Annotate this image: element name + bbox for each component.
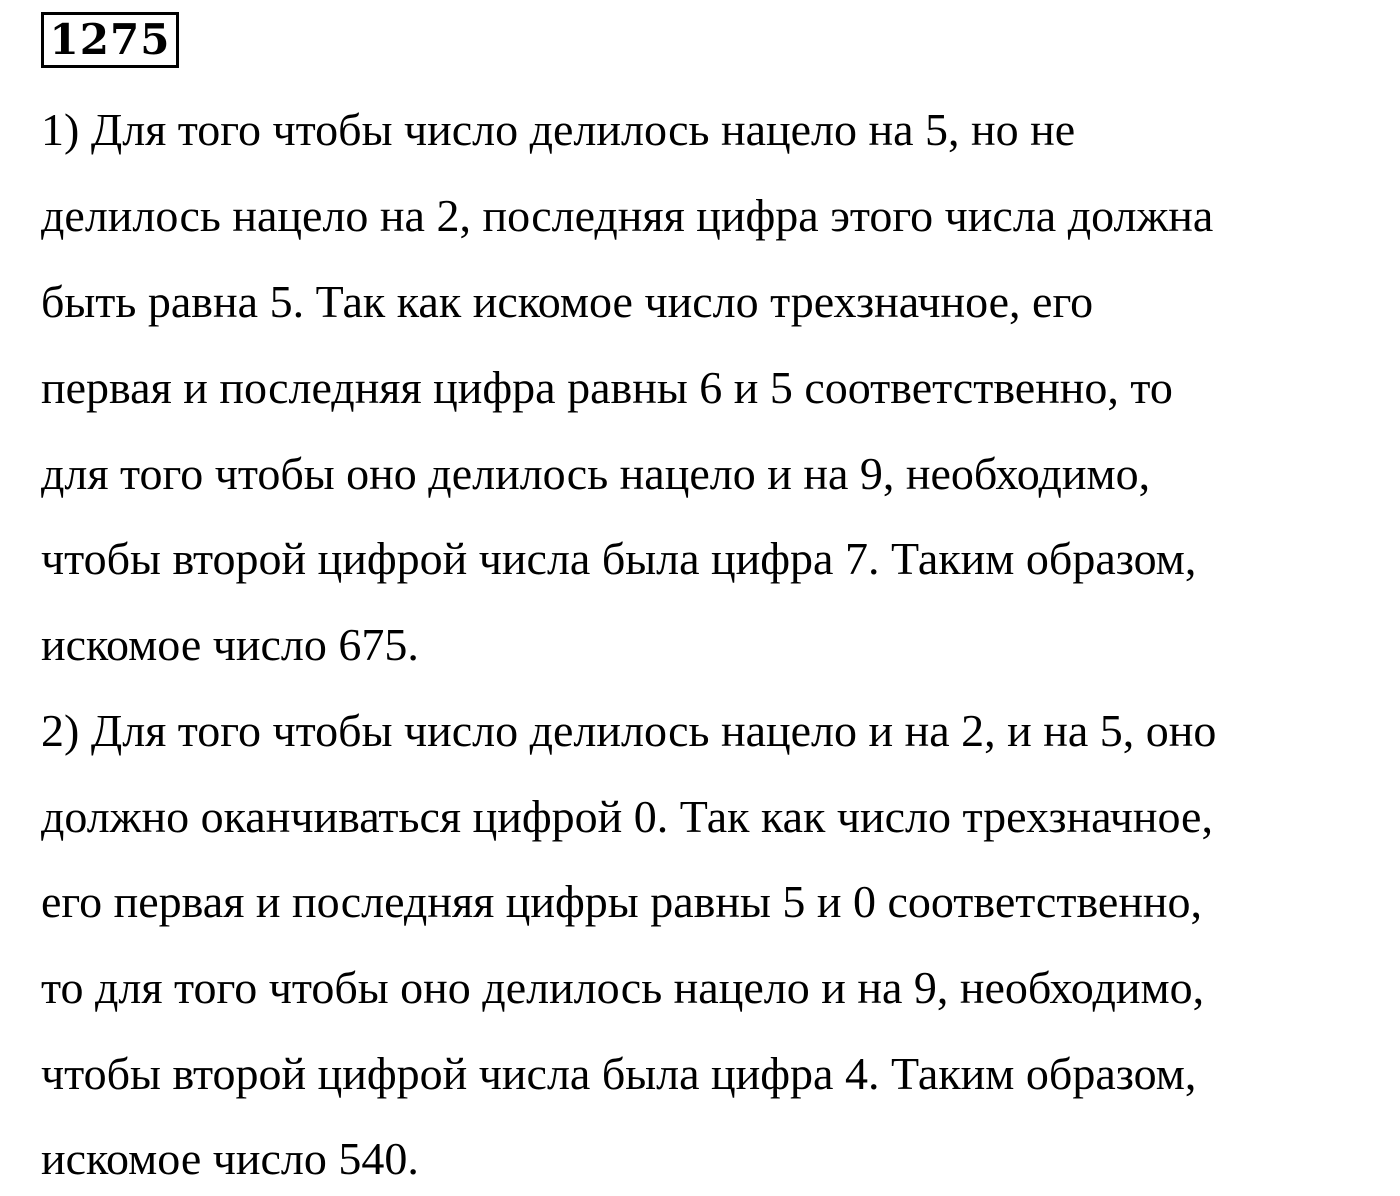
solution-part-2-line-5: чтобы второй цифрой числа была цифра 4. Таким образом, — [41, 1048, 1197, 1099]
problem-number-box: 1275 — [41, 12, 179, 68]
solution-part-1-line-6: чтобы второй цифрой числа была цифра 7. Таким образом, — [41, 533, 1197, 584]
solution-part-1-line-2: делилось нацело на 2, последняя цифра этого числа должна — [41, 190, 1214, 241]
solution-part-1-line-3: быть равна 5. Так как искомое число трехзначное, его — [41, 276, 1094, 327]
solution-part-2-line-4: то для того чтобы оно делилось нацело и на 9, необходимо, — [41, 962, 1205, 1013]
solution-part-2-line-3: его первая и последняя цифры равны 5 и 0 соответственно, — [41, 876, 1203, 927]
solution-part-2-line-2: должно оканчиваться цифрой 0. Так как число трехзначное, — [41, 791, 1213, 842]
solution-part-1-line-5: для того чтобы оно делилось нацело и на 9, необходимо, — [41, 448, 1151, 499]
solution-part-1-line-4: первая и последняя цифра равны 6 и 5 соответственно, то — [41, 362, 1173, 413]
solution-part-1-answer: искомое число 675. — [41, 619, 419, 670]
solution-part-2-answer: искомое число 540. — [41, 1133, 419, 1184]
solution-part-1-line-1: 1) Для того чтобы число делилось нацело на 5, но не — [41, 104, 1076, 155]
solution-part-2-line-1: 2) Для того чтобы число делилось нацело и на 2, и на 5, оно — [41, 705, 1217, 756]
